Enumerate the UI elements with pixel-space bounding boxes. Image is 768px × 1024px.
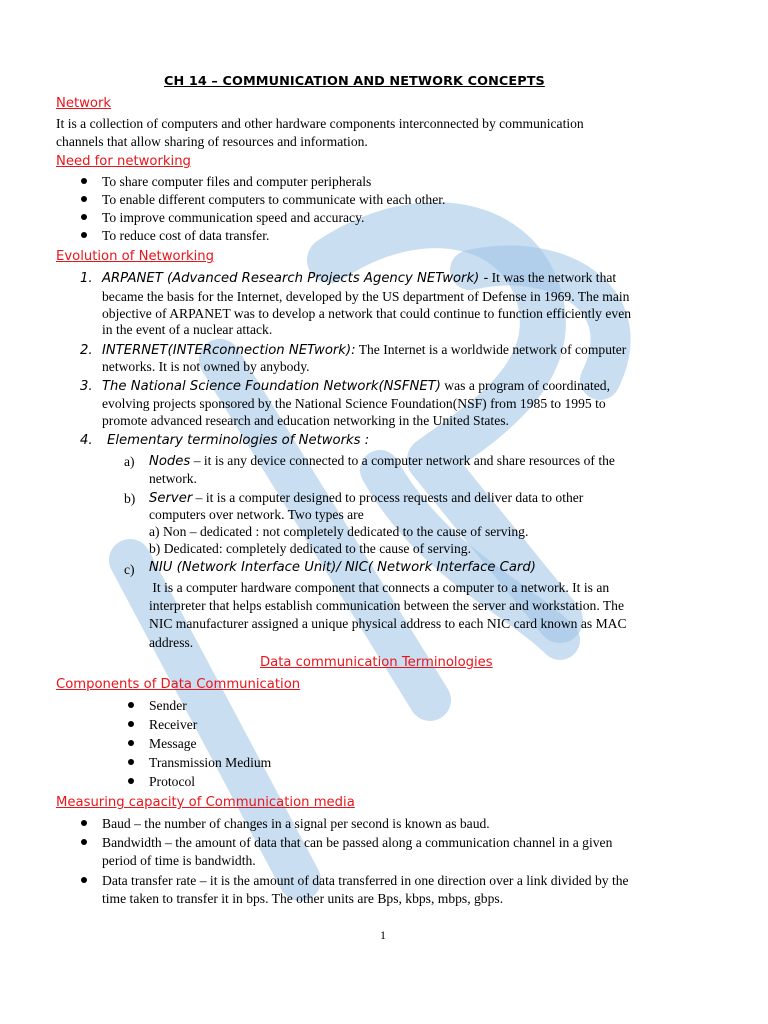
heading-network: Network	[56, 96, 112, 111]
bullet-icon	[128, 759, 134, 765]
list-item: Message	[149, 736, 197, 751]
term-server: Server	[149, 491, 193, 506]
item-line: address.	[149, 635, 194, 650]
bullet-icon	[81, 178, 87, 184]
heading-need-for-networking: Need for networking	[56, 154, 191, 169]
list-number: 2.	[80, 343, 93, 358]
heading-measuring-capacity: Measuring capacity of Communication media	[56, 795, 355, 810]
list-number: 4.	[80, 433, 93, 448]
bullet-icon	[81, 232, 87, 238]
item-line: period of time is bandwidth.	[102, 853, 256, 868]
list-item-bandwidth: Bandwidth – the amount of data that can be passed along a communication channel in a given	[102, 835, 613, 850]
item-text: – it is any device connected to a computer network and share resources of the	[190, 453, 615, 468]
list-number: 3.	[80, 379, 93, 394]
bullet-icon	[128, 778, 134, 784]
list-item-internet	[102, 341, 626, 359]
bullet-icon	[81, 877, 87, 883]
list-item: Transmission Medium	[149, 755, 272, 770]
list-item: Sender	[149, 698, 187, 713]
term-arpanet: ARPANET (Advanced Research Projects Agency NETwork) -	[102, 271, 489, 286]
item-line: NIC manufacturer assigned a unique physical address to each NIC card known as MAC	[149, 616, 627, 631]
item-text: was a program of coordinated,	[440, 378, 610, 393]
sub-label: a)	[124, 454, 135, 469]
bullet-icon	[81, 820, 87, 826]
item-line: networks. It is not owned by anybody.	[102, 359, 310, 374]
list-item: Receiver	[149, 717, 198, 732]
sub-label: b)	[124, 491, 136, 506]
bullet-icon	[128, 740, 134, 746]
sub-label: c)	[124, 562, 135, 577]
list-item-data-transfer-rate: Data transfer rate – it is the amount of data transferred in one direction over a link divided by the	[102, 873, 629, 888]
network-line: channels that allow sharing of resources and information.	[56, 134, 368, 149]
term-elementary-terminologies: Elementary terminologies of Networks :	[107, 433, 370, 448]
heading-evolution-of-networking: Evolution of Networking	[56, 249, 215, 264]
list-item-arpanet	[102, 269, 616, 287]
item-text: It was the network that	[488, 270, 617, 285]
bullet-icon	[81, 214, 87, 220]
term-nodes: Nodes	[149, 454, 191, 469]
list-item: To improve communication speed and accuracy.	[102, 210, 365, 225]
page-number: 1	[380, 928, 386, 942]
page-title: CH 14 – COMMUNICATION AND NETWORK CONCEPTS	[164, 74, 545, 89]
item-line: in the event of a nuclear attack.	[102, 322, 273, 337]
item-line: evolving projects sponsored by the National Science Foundation(NSF) from 1985 to 1995 to	[102, 396, 606, 411]
item-line: time taken to transfer it in bps. The other units are Bps, kbps, mbps, gbps.	[102, 891, 504, 906]
bullet-icon	[81, 839, 87, 845]
list-item: To enable different computers to communicate with each other.	[102, 192, 446, 207]
list-item-nsfnet	[102, 377, 610, 395]
bullet-icon	[128, 721, 134, 727]
list-item: To reduce cost of data transfer.	[102, 228, 270, 243]
term-internet: INTERNET(INTERconnection NETwork):	[102, 343, 356, 358]
item-line: became the basis for the Internet, developed by the US department of Defense in 1969. The main	[102, 289, 630, 304]
network-line: It is a collection of computers and other hardware components interconnected by communication	[56, 116, 584, 131]
bullet-icon	[81, 196, 87, 202]
sub-item-server	[149, 489, 583, 507]
item-text: – it is a computer designed to process requests and deliver data to other	[192, 490, 584, 505]
heading-components-of-data-communication: Components of Data Communication	[56, 677, 301, 692]
item-line: promote advanced research and education networking in the United States.	[102, 413, 509, 428]
item-line: network.	[149, 471, 197, 486]
item-line: computers over network. Two types are	[149, 507, 364, 522]
heading-data-communication-terminologies: Data communication Terminologies	[260, 655, 493, 670]
term-nsfnet: The National Science Foundation Network(NSFNET)	[102, 379, 441, 394]
item-text: The Internet is a worldwide network of computer	[355, 342, 627, 357]
bullet-icon	[128, 702, 134, 708]
list-item: To share computer files and computer peripherals	[102, 174, 372, 189]
item-line: b) Dedicated: completely dedicated to the cause of serving.	[149, 541, 471, 556]
sub-item-nodes	[149, 452, 615, 470]
item-line: interpreter that helps establish communication between the server and workstation. The	[149, 598, 625, 613]
list-item-baud: Baud – the number of changes in a signal per second is known as baud.	[102, 816, 490, 831]
item-line: It is a computer hardware component that connects a computer to a network. It is an	[149, 580, 610, 595]
term-niu-nic: NIU (Network Interface Unit)/ NIC( Network Interface Card)	[149, 560, 536, 575]
list-item: Protocol	[149, 774, 196, 789]
item-line: a) Non – dedicated : not completely dedicated to the cause of serving.	[149, 524, 529, 539]
item-line: objective of ARPANET was to develop a network that could continue to function efficiently even	[102, 306, 632, 321]
list-number: 1.	[80, 271, 93, 286]
